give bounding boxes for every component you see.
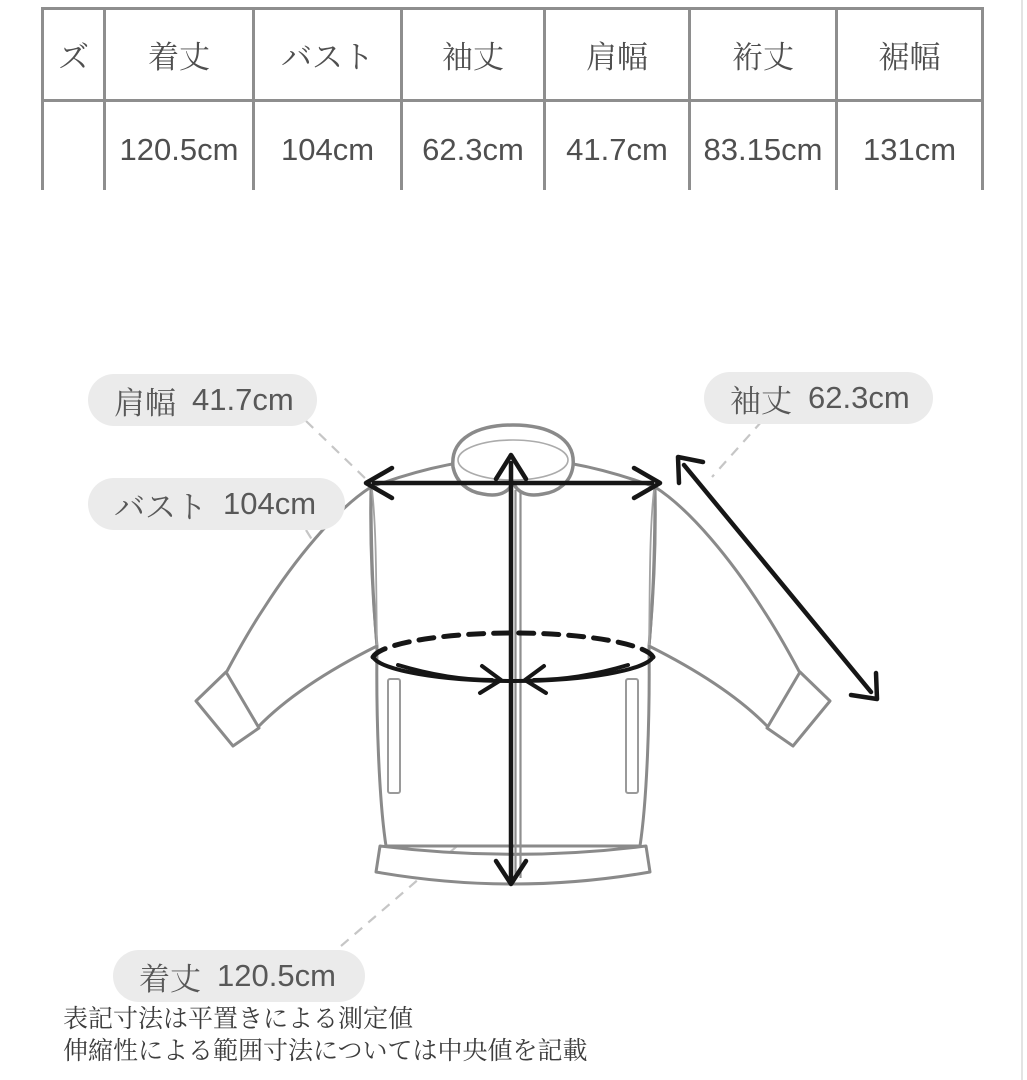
value-shoulder: 41.7cm bbox=[545, 101, 690, 191]
notes-line-2: 伸縮性による範囲寸法については中央値を記載 bbox=[63, 1036, 588, 1065]
notes-line-1: 表記寸法は平置きによる測定値 bbox=[63, 1005, 414, 1033]
header-length: 着丈 bbox=[105, 9, 254, 101]
measurement-pill-sleeve bbox=[704, 372, 933, 424]
header-shoulder: 肩幅 bbox=[545, 9, 690, 101]
measurement-pill-bust bbox=[88, 478, 345, 530]
right-sleeve bbox=[649, 487, 800, 727]
leader-sleeve bbox=[712, 421, 762, 477]
right-pocket bbox=[626, 679, 638, 793]
pill-sleeve-value: 62.3cm bbox=[808, 380, 910, 415]
leader-shoulder bbox=[306, 421, 369, 482]
pill-shoulder-value: 41.7cm bbox=[192, 382, 294, 417]
measurement-pill-length bbox=[113, 950, 365, 1002]
pill-sleeve-label: 袖丈 bbox=[730, 383, 792, 419]
value-hem: 131cm bbox=[837, 101, 983, 191]
value-length: 120.5cm bbox=[105, 101, 254, 191]
value-sleeve: 62.3cm bbox=[402, 101, 545, 191]
header-size: ズ bbox=[43, 9, 105, 101]
value-bust: 104cm bbox=[254, 101, 402, 191]
scrollbar-track[interactable] bbox=[1021, 0, 1023, 1080]
pill-bust-label: バスト bbox=[114, 489, 207, 525]
header-hem: 裾幅 bbox=[837, 9, 983, 101]
header-yuki: 裄丈 bbox=[690, 9, 837, 101]
pill-shoulder-label: 肩幅 bbox=[114, 385, 176, 421]
header-sleeve: 袖丈 bbox=[402, 9, 545, 101]
left-pocket bbox=[388, 679, 400, 793]
header-bust: バスト bbox=[254, 9, 402, 101]
pill-length-value: 120.5cm bbox=[217, 958, 336, 993]
value-yuki: 83.15cm bbox=[690, 101, 837, 191]
pill-bust-value: 104cm bbox=[223, 486, 317, 521]
measurement-notes bbox=[63, 1004, 588, 1067]
pill-length-label: 着丈 bbox=[139, 961, 201, 997]
measurement-pill-shoulder bbox=[88, 374, 317, 426]
